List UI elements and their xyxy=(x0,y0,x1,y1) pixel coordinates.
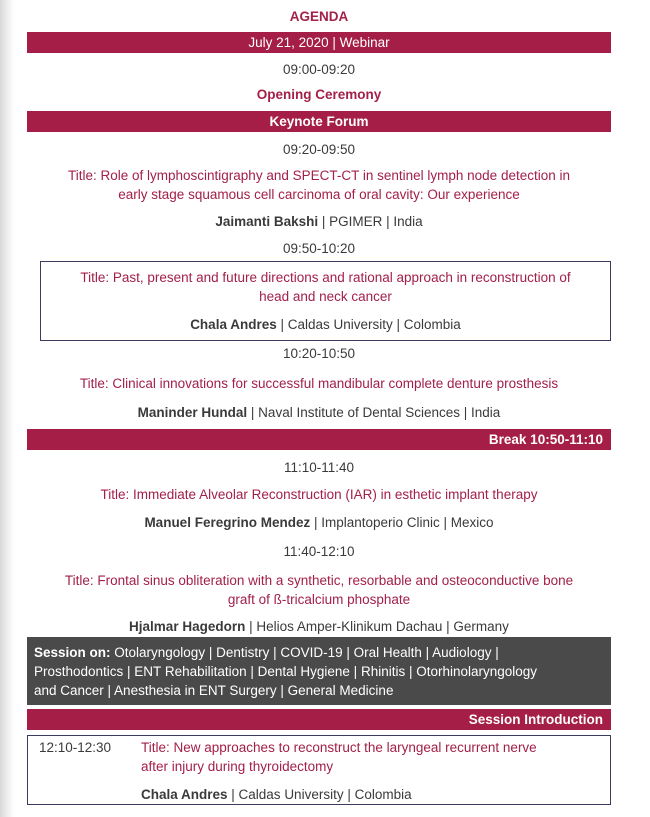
talk-2-speaker: Chala Andres xyxy=(190,317,277,332)
intro-talk-speaker-line xyxy=(141,785,412,804)
talk-5-time: 11:40-12:10 xyxy=(283,544,355,559)
talk-5-speaker-line xyxy=(27,617,611,636)
session-lead: Session on: xyxy=(34,645,111,660)
page-edge-shadow xyxy=(0,0,14,817)
talk-3-title-line1: Title: Clinical innovations for successful mandibular complete denture prosthesis xyxy=(79,376,559,391)
talk-1-affiliation: | PGIMER | India xyxy=(318,214,423,229)
intro-talk-title-line2: after injury during thyroidectomy xyxy=(141,759,334,774)
session-topics-line3: and Cancer | Anesthesia in ENT Surgery | General Medicine xyxy=(34,683,394,698)
opening-ceremony: Opening Ceremony xyxy=(256,87,382,102)
intro-talk-title-line1: Title: New approaches to reconstruct the laryngeal recurrent nerve xyxy=(141,740,537,755)
talk-2-time: 09:50-10:20 xyxy=(282,241,356,256)
session-topics-line1 xyxy=(34,643,604,662)
talk-5-affiliation: | Helios Amper-Klinikum Dachau | Germany xyxy=(245,619,509,634)
talk-1-speaker: Jaimanti Bakshi xyxy=(215,214,319,229)
talk-3-time: 10:20-10:50 xyxy=(282,346,356,361)
talk-4-speaker: Manuel Feregrino Mendez xyxy=(144,515,311,530)
talk-4-title-line1: Title: Immediate Alveolar Reconstruction (IAR) in esthetic implant therapy xyxy=(100,487,538,502)
intro-talk-affiliation: | Caldas University | Colombia xyxy=(227,787,412,802)
talk-5-title-line1: Title: Frontal sinus obliteration with a synthetic, resorbable and osteoconductive bone xyxy=(64,573,574,588)
talk-3-affiliation: | Naval Institute of Dental Sciences | India xyxy=(247,405,501,420)
talk-1-time: 09:20-09:50 xyxy=(282,142,356,157)
intro-talk-time: 12:10-12:30 xyxy=(39,740,112,755)
session-intro-bar: Session Introduction xyxy=(27,709,611,730)
talk-2-affiliation: | Caldas University | Colombia xyxy=(276,317,461,332)
talk-3-speaker-line xyxy=(27,403,611,422)
talk-1-title-line2: early stage squamous cell carcinoma of oral cavity: Our experience xyxy=(118,187,520,202)
session-topics-block xyxy=(27,637,611,705)
talk-2-title-line1: Title: Past, present and future directions and rational approach in reconstruction of xyxy=(80,270,571,285)
session-line1: Otolaryngology | Dentistry | COVID-19 | Oral Health | Audiology | xyxy=(110,645,499,660)
break-bar: Break 10:50-11:10 xyxy=(27,429,611,450)
date-bar: July 21, 2020 | Webinar xyxy=(27,32,611,53)
talk-1-speaker-line xyxy=(27,212,611,231)
talk-4-affiliation: | Implantoperio Clinic | Mexico xyxy=(310,515,494,530)
talk-2-title-line2: head and neck cancer xyxy=(259,289,392,304)
talk-5-speaker: Hjalmar Hagedorn xyxy=(129,619,246,634)
talk-4-speaker-line xyxy=(27,513,611,532)
talk-4-time: 11:10-11:40 xyxy=(283,460,355,475)
intro-talk-speaker: Chala Andres xyxy=(141,787,228,802)
talk-1-title-line1: Title: Role of lymphoscintigraphy and SPECT-CT in sentinel lymph node detection in xyxy=(67,168,570,183)
talk-2-speaker-line xyxy=(40,315,611,334)
session-topics-line2: Prosthodontics | ENT Rehabilitation | Dental Hygiene | Rhinitis | Otorhinolaryngology xyxy=(34,664,538,679)
talk-5-title-line2: graft of ß-tricalcium phosphate xyxy=(227,592,411,607)
agenda-heading: AGENDA xyxy=(289,9,349,24)
opening-time: 09:00-09:20 xyxy=(282,62,356,77)
talk-3-speaker: Maninder Hundal xyxy=(137,405,248,420)
keynote-bar: Keynote Forum xyxy=(27,111,611,132)
